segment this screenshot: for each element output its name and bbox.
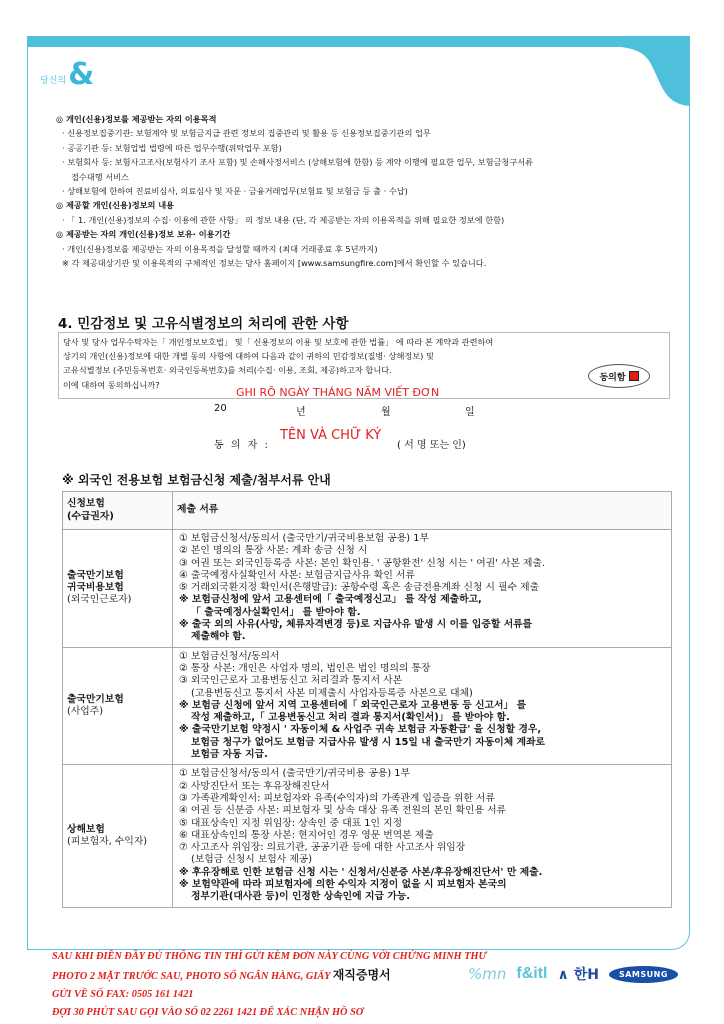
samsung-logo: SAMSUNG <box>609 966 678 983</box>
consent-line: 당사 및 당사 업무수탁자는「 개인정보보호법」 및「 신용정보의 이용 및 보호에 관한 법률」 에 따라 본 계약과 관련하여 <box>63 337 494 347</box>
document-item: ② 사망진단서 또는 후유장해진단서 <box>179 780 330 792</box>
table-row <box>63 647 672 765</box>
signer-name-field[interactable]: TÊN VÀ CHỮ KÝ <box>280 428 382 443</box>
heading-contents: ◎ 제공할 개인(신용)정보의 내용 <box>56 200 175 211</box>
website-note: ※ 각 제공대상기관 및 이용목적의 구체적인 정보는 당사 홈페이지 [www.samsungfire.com]에서 확인할 수 있습니다. <box>62 258 487 269</box>
provision-section <box>56 112 676 270</box>
header-insurance-type <box>63 492 173 530</box>
row-documents <box>173 647 672 765</box>
table-row <box>63 530 672 648</box>
document-note: ※ 보험금 신청에 앞서 지역 고용센터에「 외국인근로자 고용변동 등 신고서」 를 <box>179 699 527 711</box>
date-day-field[interactable]: 일 <box>465 407 475 418</box>
retention-item: · 개인(신용)정보를 제공받는 자의 이용목적을 달성할 때까지 (최대 거래종료 후 5년까지) <box>62 243 378 254</box>
document-item: ② 본인 명의의 통장 사본: 계좌 송금 신청 시 <box>179 545 368 557</box>
document-note: 「 출국예정사실확인서」 를 받아야 함. <box>191 606 361 618</box>
documents-table <box>62 491 672 908</box>
document-item: ② 통장 사본: 개인은 사업자 명의, 법인은 법인 명의의 통장 <box>179 662 431 674</box>
document-item: ③ 여권 또는 외국인등록증 사본: 본인 확인용. ' 공항환전' 신청 시는 ' 여권' 사본 제출. <box>179 557 546 569</box>
row-documents <box>173 530 672 648</box>
document-note: ※ 보험금신청에 앞서 고용센터에「 출국예정신고」 를 작성 제출하고, <box>179 594 482 606</box>
agree-checkbox[interactable] <box>588 364 650 388</box>
document-note: ※ 보험약관에 따라 피보험자에 의한 수익자 지정이 없을 시 피보험자 본국의 <box>179 879 507 891</box>
consent-line: 고유식별정보 (주민등록번호· 외국인등록번호)를 처리(수집· 이용, 조회, 제공)하고자 합니다. <box>63 365 392 376</box>
row-category <box>63 765 173 907</box>
document-item: ⑦ 사고조사 위임장: 의료기관, 공공기관 등에 대한 사고조사 위임장 <box>179 842 466 854</box>
document-note: 보험금 청구가 없어도 보험금 지급사유 발생 시 15일 내 출국만기 자동이체 계좌로 <box>191 736 545 748</box>
header-label: (수급권자) <box>67 510 114 522</box>
document-item: ⑥ 대표상속인의 통장 사본: 현지어인 경우 영문 번역본 제출 <box>179 829 434 841</box>
instruction-line <box>52 966 487 986</box>
purpose-item: · 보험회사 등: 보험사고조사(보험사기 조사 포함) 및 손해사정서비스 (상해보험에 한함) 등 계약 이행에 필요한 업무, 보험금청구서류 <box>62 157 534 168</box>
agree-label: 동의함 <box>599 372 626 383</box>
consent-question: 이에 대하여 동의하십니까? <box>63 379 160 390</box>
document-note: 정부기관(대사관 등)이 인정한 상속인에 지급 가능. <box>191 891 411 903</box>
table-row <box>63 765 672 907</box>
date-year-prefix: 20 <box>214 403 227 414</box>
purpose-item: · 신용정보집중기관: 보험계약 및 보험금지급 관련 정보의 집중관리 및 활용 등 신용정보집중기관의 업무 <box>62 128 431 139</box>
table-header-row <box>63 492 672 530</box>
logo-text: 당신의 <box>40 76 67 86</box>
purpose-item: · 상해보험에 한하여 진료비심사, 의료심사 및 자문 · 금융거래업무(보험료 및 보험금 등 출 · 수납) <box>62 186 408 197</box>
category-name: 출국만기보험 <box>67 693 124 705</box>
document-item: ③ 외국인근로자 고용변동신고 처리결과 통지서 사본 <box>179 675 403 687</box>
document-note: 보험금 자동 지급. <box>191 749 268 761</box>
consent-line: 상기의 개인(신용)정보에 대한 개별 동의 사항에 대하여 다음과 같이 귀하의 민감정보(질병· 상해정보) 및 <box>63 351 434 362</box>
signer-label: 동 의 자 : <box>214 440 270 451</box>
divider <box>58 398 670 399</box>
call-instruction: ĐỢI 30 PHÚT SAU GỌI VÀO SỐ 02 2261 1421 ĐỂ XÁC NHẬN HỒ SƠ <box>52 1007 364 1018</box>
document-item: ① 보험금신청서/동의서 <box>179 650 280 662</box>
row-documents <box>173 765 672 907</box>
purpose-item-continued: 접수대행 서비스 <box>71 171 129 182</box>
row-category <box>63 647 173 765</box>
document-item: (보험금 신청시 보험사 제공) <box>191 854 313 866</box>
contents-item: · 「 1. 개인(신용)정보의 수집· 이용에 관한 사항」 의 정보 내용 (단, 각 제공받는 자의 이용목적을 위해 필요한 정보에 한함) <box>62 214 505 225</box>
guide-title: ※ 외국인 전용보험 보험금신청 제출/첨부서류 안내 <box>62 473 331 487</box>
document-note: 작성 제출하고,「 고용변동신고 처리 결과 통지서(확인서)」 를 받아야 함. <box>191 712 510 724</box>
logo-ampersand: & <box>68 57 95 92</box>
document-item: ④ 출국예정사실확인서 사본: 보험금지급사유 확인 서류 <box>179 569 415 581</box>
mn-logo: %mn <box>468 965 507 983</box>
instruction-korean-term: 재직증명서 <box>332 968 391 982</box>
category-recipient: (외국인근로자) <box>67 594 132 606</box>
brand-logo <box>40 57 95 92</box>
heading-retention: ◎ 제공받는 자의 개인(신용)정보 보유· 이용기간 <box>56 229 231 240</box>
fax-instruction: GỬI VỀ SỐ FAX: 0505 161 1421 <box>52 989 194 1000</box>
header-documents: 제출 서류 <box>173 492 672 530</box>
vietnamese-instructions <box>52 948 487 1022</box>
section4-title: 4. 민감정보 및 고유식별정보의 처리에 관한 사항 <box>58 316 349 332</box>
document-note: ※ 후유장해로 인한 보험금 신청 시는 ' 신청서/신분증 사본/후유장해진단서' 만 제출. <box>179 866 543 878</box>
document-item: ④ 여권 등 신분증 사본: 피보험자 및 상속 대상 유족 전원의 본인 확인용 서류 <box>179 805 507 817</box>
header-label: 신청보험 <box>67 498 105 510</box>
category-name: 귀국비용보험 <box>67 582 124 594</box>
date-year-field[interactable]: 년 <box>296 407 306 418</box>
brand-logos <box>468 964 678 984</box>
heading-purpose: ◎ 개인(신용)정보를 제공받는 자의 이용목적 <box>56 114 217 124</box>
category-name: 출국만기보험 <box>67 569 124 581</box>
document-note: 제출해야 함. <box>191 631 246 643</box>
category-recipient: (피보험자, 수익자) <box>67 835 148 847</box>
document-item: (고용변동신고 통지서 사본 미제출시 사업자등록증 사본으로 대체) <box>191 687 473 699</box>
purpose-item: · 공공기관 등: 보험업법 법령에 따른 업무수행(위탁업무 포함) <box>62 142 282 153</box>
document-item: ③ 가족관계확인서: 피보험자와 유족(수익자)의 가족관계 입증을 위한 서류 <box>179 792 495 804</box>
category-recipient: (사업주) <box>67 706 104 717</box>
document-item: ⑤ 거래외국환지정 확인서(은행발급): 공항수령 혹은 송금전용계좌 신청 시 필수 제출 <box>179 582 540 594</box>
document-note: ※ 출국만기보험 약정시 ' 자동이체 & 사업주 귀속 보험금 자동환급' 을 신청할 경우, <box>179 724 542 736</box>
category-name: 상해보험 <box>67 823 105 835</box>
fitl-logo: f&itl <box>516 965 548 982</box>
row-category <box>63 530 173 648</box>
date-instruction-note: GHI RÕ NGÀY THÁNG NĂM VIẾT ĐƠN <box>236 386 440 399</box>
document-item: ① 보험금신청서/동의서 (출국만기/귀국비용 공용) 1부 <box>179 768 410 780</box>
document-item: ① 보험금신청서/동의서 (출국만기/귀국비용보험 공용) 1부 <box>179 533 429 544</box>
instruction-line: SAU KHI ĐIỀN ĐẦY ĐỦ THÔNG TIN THÌ GỬI KÈM ĐƠN NÀY CÙNG VỚI CHỨNG MINH THƯ <box>52 951 487 962</box>
signature-hint: ( 서 명 또는 인) <box>397 440 466 451</box>
document-item: ⑤ 대표상속인 지정 위임장: 상속인 중 대표 1인 지정 <box>179 817 403 829</box>
hanhwa-logo: ∧ 한H <box>557 967 599 983</box>
document-note: ※ 출국 외의 사유(사망, 체류자격변경 등)로 지급사유 발생 시 이를 입증할 서류를 <box>179 619 533 631</box>
checkbox-checked-icon <box>629 371 639 381</box>
date-month-field[interactable]: 월 <box>381 407 391 418</box>
instruction-text: PHOTO 2 MẶT TRƯỚC SAU, PHOTO SỔ NGÂN HÀNG, GIẤY <box>52 971 331 982</box>
